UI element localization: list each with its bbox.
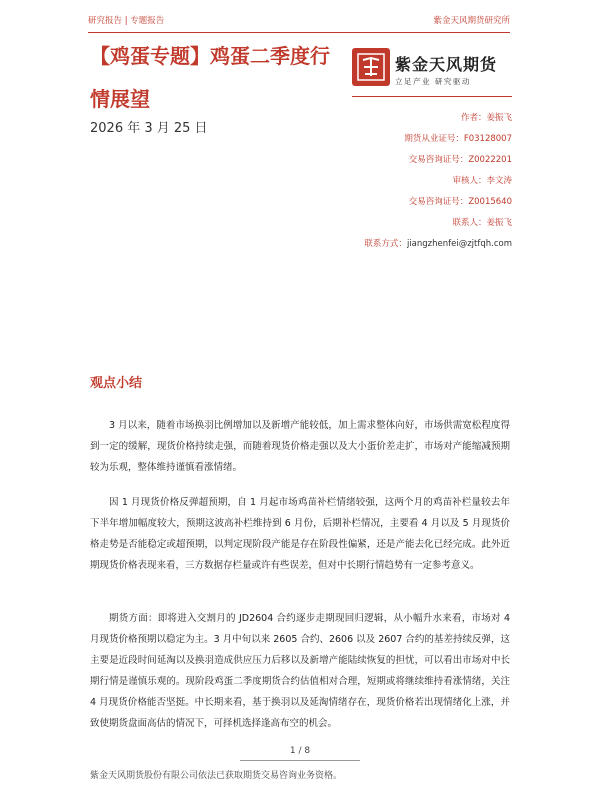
section-title: 观点小结	[90, 376, 143, 391]
summary-paragraph: 3 月以来，随着市场换羽比例增加以及新增产能较低，加上需求整体向好，市场供需宽松程度得到一定的缓解，现货价格持续走强，而随着现货价格走强以及大小蛋价差走扩，市场对产能缩减预期较为乐观，整体维持谨慎看涨情绪。	[90, 419, 510, 473]
seal-mark-icon	[356, 52, 386, 82]
report-title-line1: 【鸡蛋专题】鸡蛋二季度行	[90, 44, 330, 68]
summary-paragraph: 因 1 月现货价格反弹超预期，自 1 月起市场鸡苗补栏情绪较强，这两个月的鸡苗补栏量较去年下半年增加幅度较大，预期这波高补栏维持到 6 月份，后期补栏情况，主要看 4 月以及 5 月现货价格走势是否能稳定或超预期，以判定现阶段产能是存在阶段性偏紧，还是产能去化已经完成。此外近期现货价格表现来看，三方数据存栏量或许有些误差，但对中长期行情趋势有一定参考意义。	[90, 496, 510, 571]
company-name: 紫金天风期货	[395, 55, 498, 74]
company-slogan: 立足产业 研究驱动	[395, 77, 471, 86]
page-number: 1 / 8	[289, 746, 311, 756]
company-logo-icon	[352, 48, 390, 86]
logo-divider	[352, 96, 512, 97]
meta-reviewer-license: 交易咨询证号：Z0015640	[408, 197, 512, 207]
header-divider	[88, 32, 510, 33]
header-report-type: 研究报告 | 专题报告	[88, 16, 165, 26]
meta-consult-license: 交易咨询证号：Z0022201	[408, 155, 512, 165]
header-institute: 紫金天风期货研究所	[433, 16, 510, 26]
meta-contact-person: 联系人：姜振飞	[452, 218, 512, 228]
meta-reviewer: 审核人：李文涛	[452, 176, 512, 186]
footer-disclaimer: 紫金天风期货股份有限公司依法已获取期货交易咨询业务资格。	[90, 771, 343, 781]
author-info	[252, 108, 512, 255]
report-title-line2: 情展望	[90, 87, 150, 111]
meta-futures-license: 期货从业证号：F03128007	[404, 134, 512, 144]
summary-paragraph: 期货方面：即将进入交割月的 JD2604 合约逐步走期现回归逻辑，从小幅升水来看，市场对 4 月现货价格预期以稳定为主。3 月中旬以来 2605 合约、2606 以及 2607 合约的基差持续反弹，这主要是近段时间延淘以及换羽造成供应压力后移以及新增产能陆续恢复的担忧，可以看出市场对中长期行情是谨慎乐观的。现阶段鸡蛋二季度期货合约估值相对合理，短期或将继续维持看涨情绪，关注 4 月现货价格能否坚挺。中长期来看，基于换羽以及延淘情绪存在，现货价格若出现情绪化上涨，并致使期货盘面高估的情况下，可择机选择逢高布空的机会。	[90, 612, 510, 729]
meta-author: 作者：姜振飞	[460, 113, 512, 123]
report-date: 2026 年 3 月 25 日	[90, 121, 208, 136]
footer-divider	[240, 760, 360, 761]
meta-contact-email[interactable]: 联系方式：jiangzhenfei@zjtfqh.com	[364, 239, 512, 249]
